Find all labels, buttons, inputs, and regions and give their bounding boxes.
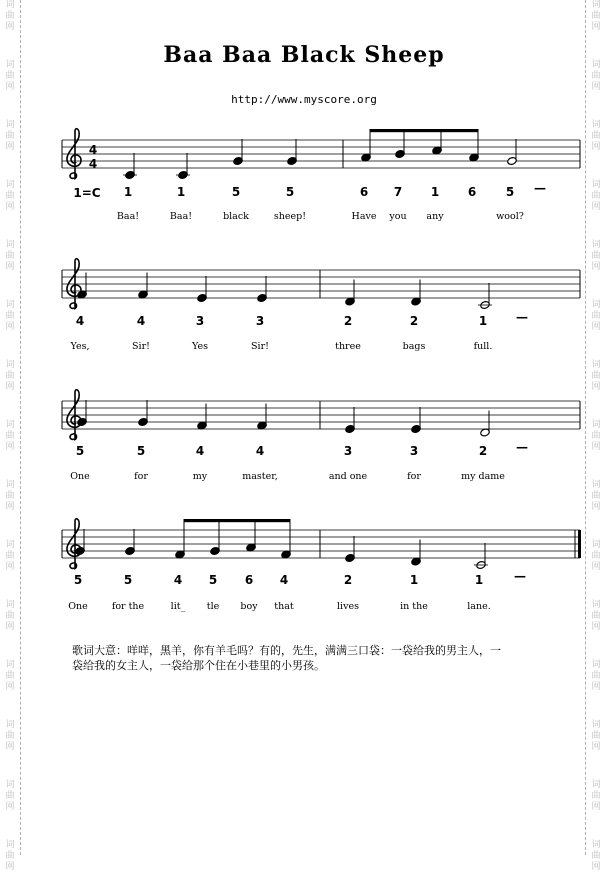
jianpu-number: 4	[136, 314, 146, 328]
watermark-text: 词 曲 网	[591, 600, 601, 632]
lyric-word: my dame	[461, 471, 505, 482]
jianpu-number: 2	[478, 444, 488, 458]
translation-line-1: 歌词大意：咩咩，黑羊，你有羊毛吗？有的，先生，满满三口袋：一袋给我的男主人，一	[72, 644, 501, 657]
translation-line-2: 袋给我的女主人，一袋给那个住在小巷里的小男孩。	[72, 659, 325, 672]
lyric-word: Sir!	[132, 341, 150, 352]
watermark-text: 词 曲 网	[591, 60, 601, 92]
watermark-text: 词 曲 网	[591, 180, 601, 212]
lyric-word: lives	[337, 601, 359, 612]
jianpu-number: 6	[359, 185, 369, 199]
jianpu-number: 2	[343, 573, 353, 587]
watermark-text: 词 曲 网	[591, 660, 601, 692]
jianpu-number: 3	[343, 444, 353, 458]
watermark-text: 词 曲 网	[5, 300, 15, 332]
watermark-text: 词 曲 网	[5, 720, 15, 752]
lyric-word: Sir!	[251, 341, 269, 352]
watermark-text: 词 曲 网	[5, 480, 15, 512]
jianpu-number: 5	[123, 573, 133, 587]
lyric-word: One	[68, 601, 88, 612]
lyric-word: master,	[242, 471, 278, 482]
watermark-text: 词 曲 网	[5, 360, 15, 392]
lyric-word: sheep!	[273, 211, 307, 222]
jianpu-number: 4	[279, 573, 289, 587]
lyric-word: any	[426, 211, 444, 222]
lyric-word: and one	[328, 471, 368, 482]
watermark-text: 词 曲 网	[5, 780, 15, 812]
note-beam	[370, 129, 478, 132]
watermark-text: 词 曲 网	[591, 300, 601, 332]
watermark-text: 词 曲 网	[591, 840, 601, 872]
watermark-text: 词 曲 网	[591, 0, 601, 32]
jianpu-number: 5	[136, 444, 146, 458]
watermark-text: 词 曲 网	[591, 480, 601, 512]
duration-dash: —	[534, 181, 546, 195]
jianpu-number: 3	[409, 444, 419, 458]
jianpu-number: 4	[195, 444, 205, 458]
duration-dash: —	[514, 569, 526, 583]
jianpu-number: 6	[244, 573, 254, 587]
lyric-word: boy	[240, 601, 258, 612]
jianpu-number: 5	[208, 573, 218, 587]
lyric-word: Baa!	[169, 211, 193, 222]
lyric-word: bags	[402, 341, 426, 352]
jianpu-number: 2	[343, 314, 353, 328]
lyrics-translation	[72, 643, 552, 673]
lyric-word: my	[192, 471, 208, 482]
watermark-text: 词 曲 网	[5, 60, 15, 92]
jianpu-number: 1	[478, 314, 488, 328]
watermark-text: 词 曲 网	[5, 180, 15, 212]
jianpu-number: 1	[123, 185, 133, 199]
lyric-word: for the	[111, 601, 145, 612]
duration-dash: —	[516, 440, 528, 454]
lyric-word: you	[389, 211, 407, 222]
watermark-text: 词 曲 网	[591, 720, 601, 752]
jianpu-number: 3	[255, 314, 265, 328]
lyric-word: Baa!	[116, 211, 140, 222]
jianpu-number: 7	[393, 185, 403, 199]
watermark-text: 词 曲 网	[591, 360, 601, 392]
jianpu-number: 5	[75, 444, 85, 458]
jianpu-number: 5	[285, 185, 295, 199]
lyric-word: that	[274, 601, 294, 612]
jianpu-number: 5	[73, 573, 83, 587]
lyric-word: Yes	[192, 341, 208, 352]
key-label: 1=C	[73, 186, 101, 200]
lyric-word: Yes,	[70, 341, 90, 352]
watermark-text: 词 曲 网	[5, 840, 15, 872]
watermark-text: 词 曲 网	[5, 0, 15, 32]
jianpu-number: 4	[173, 573, 183, 587]
source-url[interactable]: http://www.myscore.org	[231, 93, 377, 106]
lyric-word: in the	[400, 601, 428, 612]
jianpu-number: 5	[231, 185, 241, 199]
watermark-text: 词 曲 网	[5, 600, 15, 632]
jianpu-number: 5	[505, 185, 515, 199]
lyric-word: black	[223, 211, 249, 222]
jianpu-number: 1	[430, 185, 440, 199]
watermark-text: 词 曲 网	[591, 540, 601, 572]
watermark-text: 词 曲 网	[591, 780, 601, 812]
jianpu-number: 6	[467, 185, 477, 199]
lyric-word: One	[70, 471, 90, 482]
jianpu-number: 3	[195, 314, 205, 328]
jianpu-number: 1	[176, 185, 186, 199]
jianpu-number: 1	[409, 573, 419, 587]
jianpu-number: 4	[75, 314, 85, 328]
watermark-text: 词 曲 网	[591, 120, 601, 152]
watermark-text: 词 曲 网	[5, 420, 15, 452]
watermark-text: 词 曲 网	[591, 240, 601, 272]
lyric-word: for	[407, 471, 421, 482]
lyric-word: full.	[473, 341, 493, 352]
lyric-word: tle	[206, 601, 220, 612]
lyric-word: lane.	[467, 601, 491, 612]
final-barline-thick	[578, 530, 581, 558]
jianpu-number: 1	[474, 573, 484, 587]
time-signature-bottom: 4	[88, 157, 98, 171]
lyric-word: three	[335, 341, 361, 352]
note-beam	[184, 519, 290, 522]
jianpu-number: 2	[409, 314, 419, 328]
watermark-text: 词 曲 网	[591, 420, 601, 452]
lyric-word: wool?	[496, 211, 524, 222]
watermark-text: 词 曲 网	[5, 540, 15, 572]
watermark-text: 词 曲 网	[5, 660, 15, 692]
watermark-text: 词 曲 网	[5, 120, 15, 152]
song-title: Baa Baa Black Sheep	[163, 42, 445, 68]
lyric-word: for	[134, 471, 148, 482]
lyric-word: Have	[351, 211, 377, 222]
duration-dash: —	[516, 310, 528, 324]
jianpu-number: 4	[255, 444, 265, 458]
watermark-text: 词 曲 网	[5, 240, 15, 272]
lyric-word: lit_	[170, 601, 186, 612]
time-signature-top: 4	[88, 143, 98, 157]
